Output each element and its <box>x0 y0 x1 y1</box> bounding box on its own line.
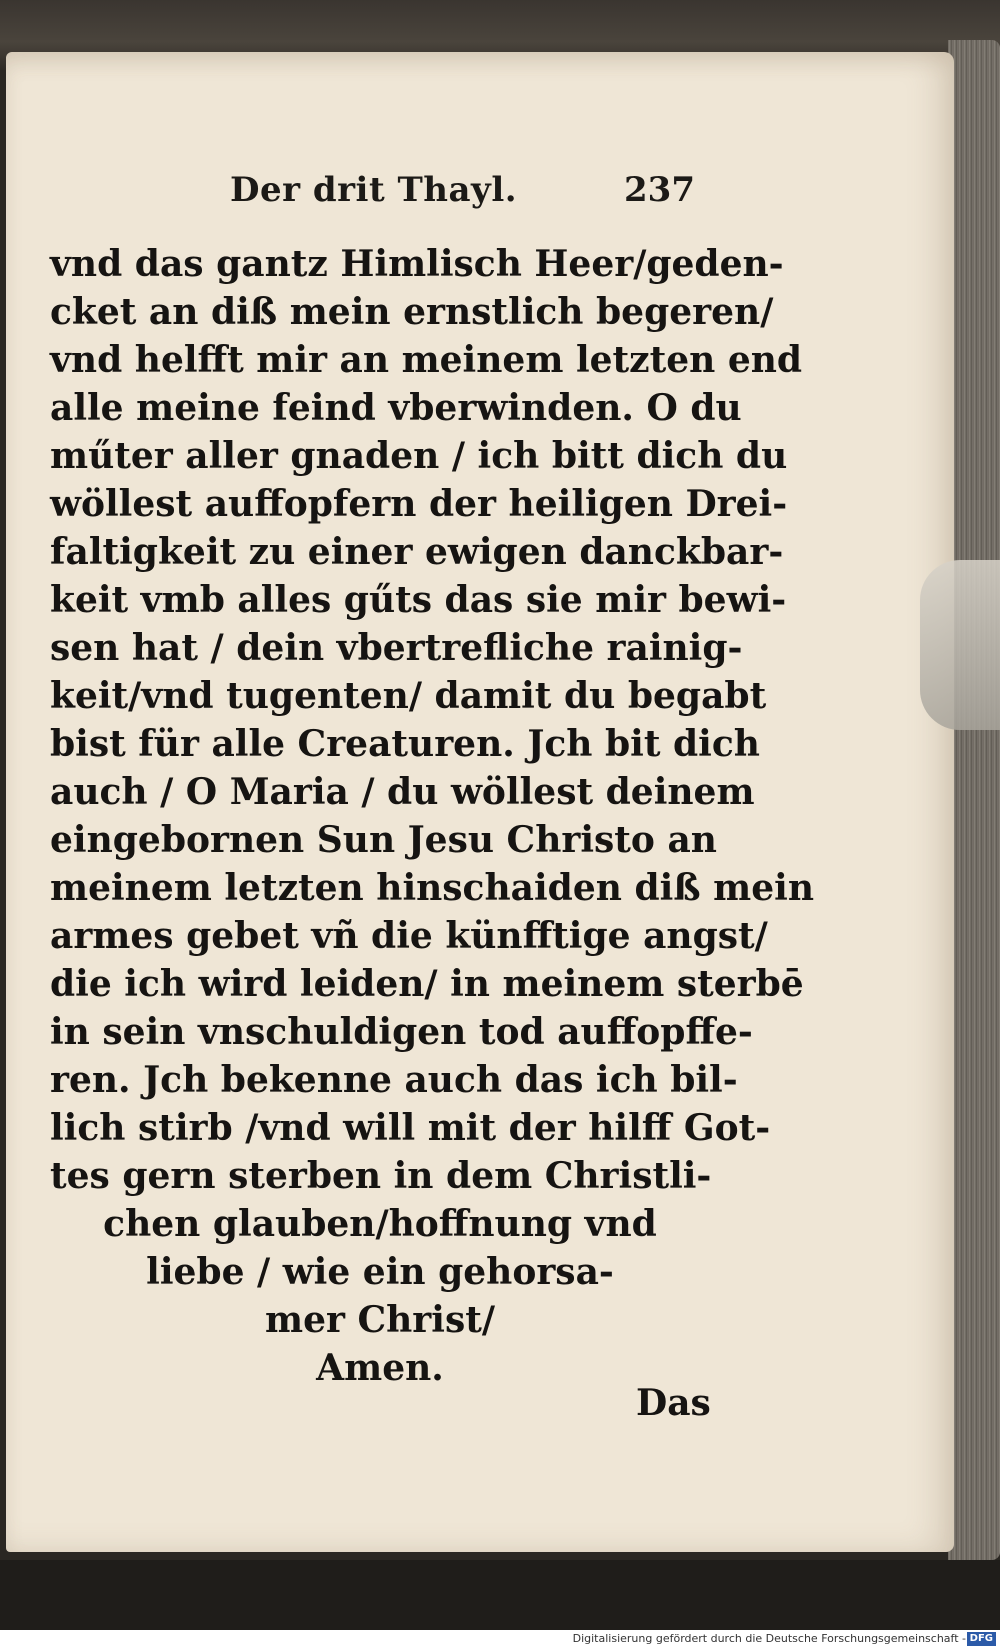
book-page <box>6 52 954 1552</box>
text-line: sen hat / dein vbertrefliche rainig- <box>50 627 743 669</box>
text-line: faltigkeit zu einer ewigen danckbar- <box>50 531 784 573</box>
text-line: keit/vnd tugenten/ damit du begabt <box>50 675 767 717</box>
text-line: bist für alle Creaturen. Jch bit dich <box>50 723 760 765</box>
text-line: alle meine feind vberwinden. O du <box>50 387 742 429</box>
page-header <box>6 170 954 230</box>
tail-line: tes gern sterben in dem Christli- <box>50 1155 712 1197</box>
main-text-block <box>50 240 815 1392</box>
running-title: Der drit Thayl. <box>230 170 518 210</box>
tail-line: chen glauben/hoffnung vnd <box>103 1203 657 1245</box>
text-line: lich stirb /vnd will mit der hilff Got- <box>50 1107 771 1149</box>
text-line: armes gebet vñ die künfftige angst/ <box>50 915 768 957</box>
tail-line-amen: Amen. <box>316 1347 444 1389</box>
text-line: ren. Jch bekenne auch das ich bil- <box>50 1059 738 1101</box>
text-line: in sein vnschuldigen tod auffopffe- <box>50 1011 753 1053</box>
folio-number: 237 <box>624 170 695 210</box>
tail-line: liebe / wie ein gehorsa- <box>146 1251 614 1293</box>
tail-line: mer Christ/ <box>264 1299 495 1341</box>
text-line: vnd helfft mir an meinem letzten end <box>50 339 803 381</box>
text-line: eingebornen Sun Jesu Christo an <box>50 819 717 861</box>
book-bottom-edge <box>0 1560 1000 1630</box>
footer-credit: Digitalisierung gefördert durch die Deutsche Forschungsgemeinschaft - <box>572 1632 966 1645</box>
text-line: wöllest auffopfern der heiligen Drei- <box>50 483 788 525</box>
page-clip <box>920 560 1000 730</box>
text-line: cket an diß mein ernstlich begeren/ <box>50 291 774 333</box>
text-line: vnd das gantz Himlisch Heer/geden- <box>50 243 784 285</box>
catchword: Das <box>636 1382 711 1424</box>
text-line: meinem letzten hinschaiden diß mein <box>50 867 815 909</box>
text-line: műter aller gnaden / ich bitt dich du <box>50 435 788 477</box>
page-stack-edge <box>948 40 1000 1560</box>
text-line: keit vmb alles gűts das sie mir bewi- <box>50 579 787 621</box>
text-line: auch / O Maria / du wöllest deinem <box>50 771 755 813</box>
text-line: die ich wird leiden/ in meinem sterbē <box>50 963 804 1005</box>
dfg-logo: DFG <box>967 1632 996 1646</box>
